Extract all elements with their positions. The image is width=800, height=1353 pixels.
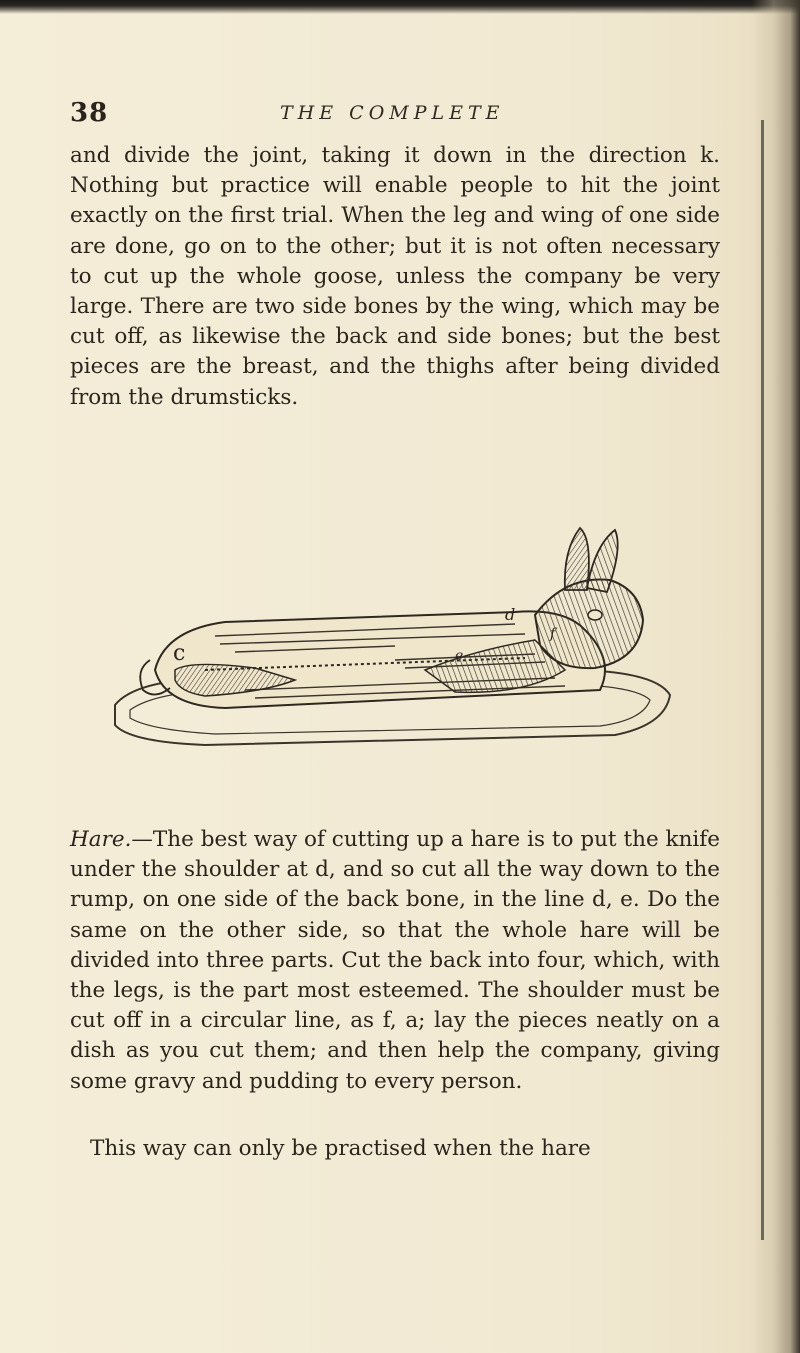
page-number: 38 xyxy=(70,98,109,128)
page-header xyxy=(70,92,710,132)
hare-heading: Hare. xyxy=(70,827,132,852)
hare-ear-left xyxy=(565,528,589,590)
figure-label-c: c xyxy=(173,641,186,666)
paragraph-hare xyxy=(70,825,720,1097)
spine-shadow xyxy=(752,0,800,1353)
hare-head xyxy=(535,579,643,668)
hare-engraving xyxy=(95,520,675,800)
spine-line xyxy=(761,120,764,1240)
running-head: THE COMPLETE xyxy=(280,102,505,124)
paragraph-continuation: This way can only be practised when the hare xyxy=(90,1136,591,1161)
hare-carving-illustration xyxy=(95,520,675,800)
hare-eye xyxy=(588,610,602,620)
paragraph-goose: and divide the joint, taking it down in the direction k. Nothing but practice will enable people to hit the joint exactly on the first trial. When the leg and wing of one side are done, go on to the other; but it is not often necessary to cut up the whole goose, unless the company be very large. There are two side bones by the wing, which may be cut off, as likewise the back and side bones; but the best pieces are the breast, and the thighs after being divided from the drumsticks. xyxy=(70,143,720,410)
page-top-edge xyxy=(0,0,800,14)
figure-label-d: d xyxy=(505,605,516,624)
figure-label-e: e xyxy=(455,648,464,664)
hare-text: —The best way of cutting up a hare is to put the knife under the shoulder at d, and so cut all the way down to the rump, on one side of the back bone, in the line d, e. Do the same on the other side, so that the whole hare will be divided into three parts. Cut the back into four, which, with the legs, is the part most esteemed. The shoulder must be cut off in a circular line, as f, a; lay the pieces neatly on a dish as you cut them; and then help the company, giving some gravy and pudding to every person. xyxy=(70,827,720,1094)
figure-label-f: f xyxy=(550,626,556,642)
